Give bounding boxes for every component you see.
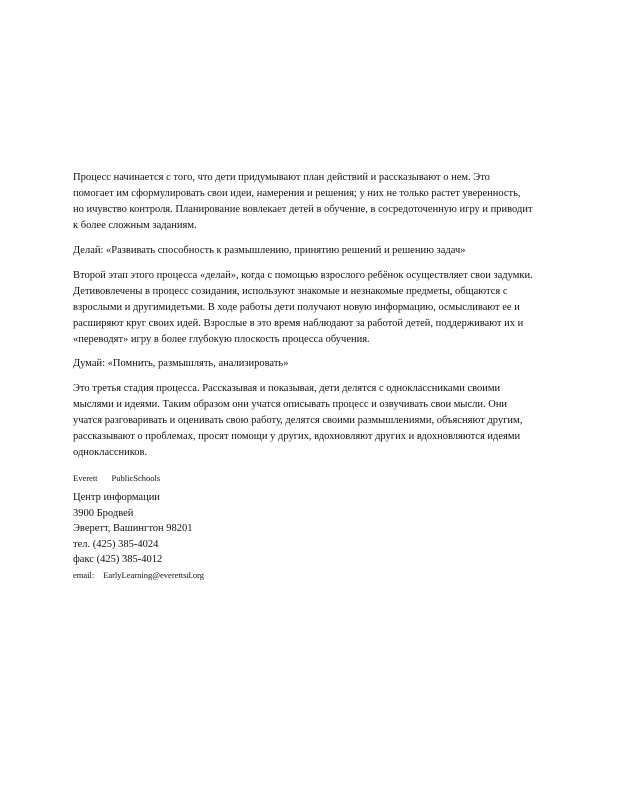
- contact-phone: тел. (425) 385-4024: [73, 538, 159, 550]
- do-paragraph: Второй этап этого процесса «делай», когда с помощью взрослого ребёнок осуществляет свои задумки. Детивовлечены в процесс созидания, используют знакомые и незнакомые предметы, общаются с взрослыми и другимидетьми. В ходе работы дети получают новую информацию, осмысливают ее и расширяют круг своих идей. Взрослые в это время наблюдают за работой детей, поддерживают их и «переводят» игру в более глубокую плоскость процесса обучения.: [73, 270, 533, 345]
- contact-city: Эверетт, Вашингтон 98201: [73, 523, 193, 534]
- contact-fax: факс (425) 385-4012: [73, 554, 163, 565]
- document-page: [73, 170, 533, 583]
- contact-block: [73, 490, 533, 583]
- org-name-part2: PublicSchools: [111, 473, 161, 483]
- org-name-part1: Everett: [73, 473, 98, 483]
- do-heading: Делай: «Развивать способность к размышлению, принятию решений и решению задач»: [73, 245, 466, 256]
- intro-paragraph: Процесс начинается с того, что дети придумывают план действий и рассказывают о нем. Это помогает им сформулировать свои идеи, намерения и решения; у них не только растет уверенность, но ичувство контроля. Планирование вовлекает детей в обучение, в сосредоточенную игру и приводит к более сложным заданиям.: [73, 172, 533, 231]
- contact-center: Центр информации: [73, 492, 160, 503]
- think-heading: Думай: «Помнить, размышлять, анализировать»: [73, 358, 289, 369]
- email-address[interactable]: EarlyLearning@everettsd.org: [103, 569, 205, 580]
- email-label: email:: [73, 569, 95, 580]
- organization-name: [73, 470, 533, 486]
- contact-email-line: [73, 568, 533, 584]
- think-paragraph: Это третья стадия процесса. Рассказывая и показывая, дети делятся с одноклассниками своими мыслями и идеями. Таким образом они учатся описывать процесс и озвучивать свои мысли. Они учатся разговаривать и оценивать свою работу, делятся своими размышлениями, объясняют другим, рассказывают о проблемах, просят помощи у других, вдохновляют других и вдохновляются идеями одноклассников.: [73, 383, 523, 458]
- contact-street: 3900 Бродвей: [73, 507, 134, 519]
